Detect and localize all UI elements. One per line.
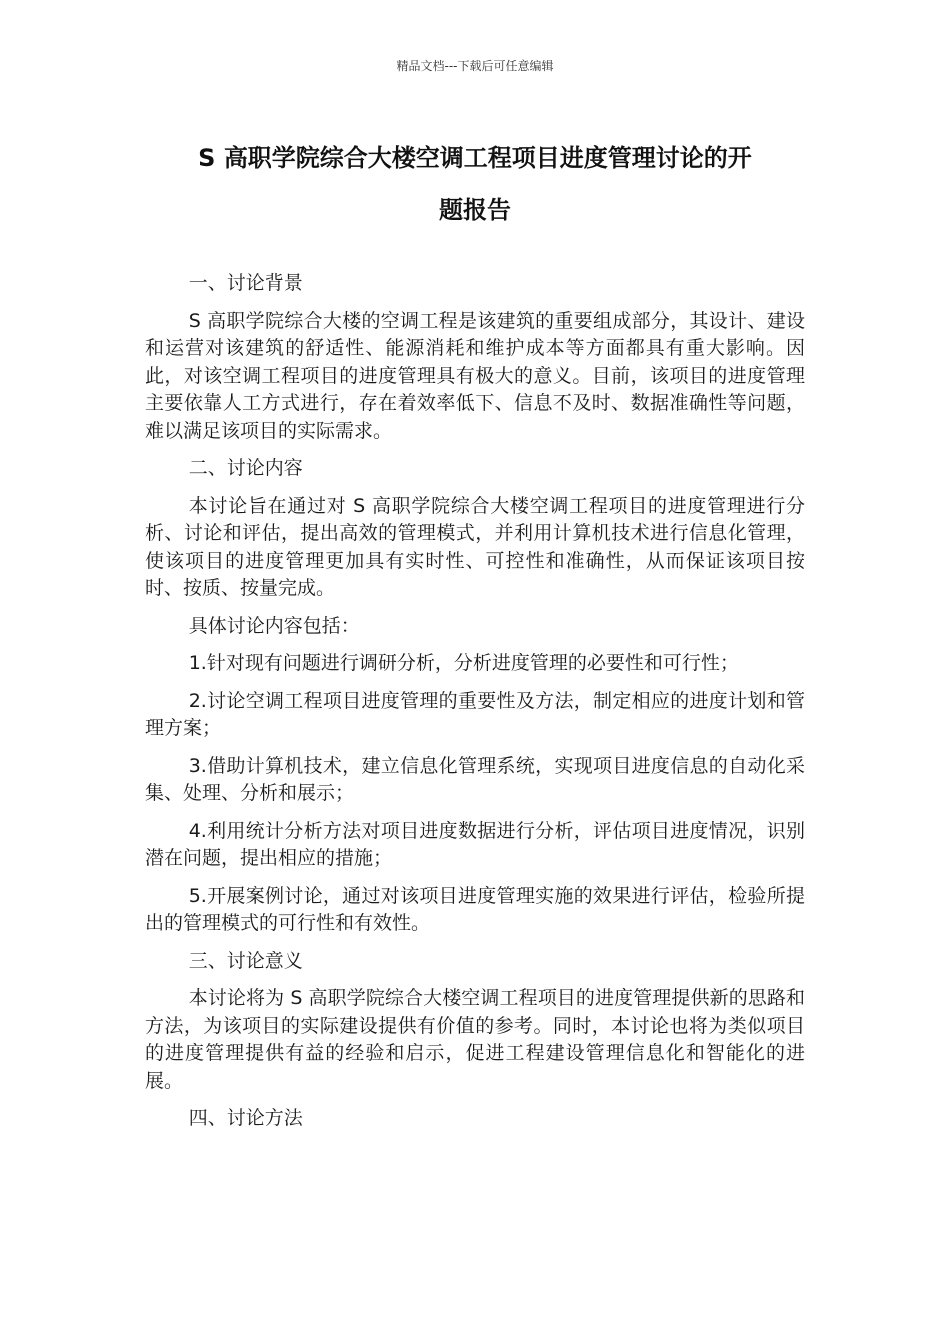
section-heading-background: 一、讨论背景	[188, 272, 303, 294]
section-heading-method: 四、讨论方法	[188, 1107, 303, 1129]
content-list-item-4: 4.利用统计分析方法对项目进度数据进行分析，评估项目进度情况，识别潜在问题，提出相应的措施；	[145, 819, 805, 869]
page-header: 精品文档---下载后可任意编辑	[396, 59, 554, 73]
background-paragraph: S 高职学院综合大楼的空调工程是该建筑的重要组成部分，其设计、建设和运营对该建筑的舒适性、能源消耗和维护成本等方面都具有重大影响。因此，对该空调工程项目的进度管理具有极大的意义。目前，该项目的进度管理主要依靠人工方式进行，存在着效率低下、信息不及时、数据准确性等问题，难以满足该项目的实际需求。	[145, 309, 805, 442]
content-list-item-1: 1.针对现有问题进行调研分析，分析进度管理的必要性和可行性；	[188, 652, 739, 674]
content-list-intro: 具体讨论内容包括：	[188, 614, 360, 637]
document-title	[140, 132, 810, 236]
section-heading-significance: 三、讨论意义	[188, 949, 303, 972]
content-paragraph: 本讨论旨在通过对 S 高职学院综合大楼空调工程项目的进度管理进行分析、讨论和评估，提出高效的管理模式，并利用计算机技术进行信息化管理，使该项目的进度管理更加具有实时性、可控性和准确性，从而保证该项目按时、按质、按量完成。	[145, 494, 805, 599]
content-list-item-3: 3.借助计算机技术，建立信息化管理系统，实现项目进度信息的自动化采集、处理、分析和展示；	[145, 754, 805, 804]
document-body	[145, 270, 805, 1143]
document-title-line-2: 题报告	[439, 196, 511, 224]
significance-paragraph: 本讨论将为 S 高职学院综合大楼空调工程项目的进度管理提供新的思路和方法，为该项目的实际建设提供有价值的参考。同时，本讨论也将为类似项目的进度管理提供有益的经验和启示，促进工程建设管理信息化和智能化的进展。	[145, 987, 805, 1092]
content-list-item-2: 2.讨论空调工程项目进度管理的重要性及方法，制定相应的进度计划和管理方案；	[145, 689, 805, 739]
section-heading-content: 二、讨论内容	[188, 457, 303, 479]
document-title-line-1: S 高职学院综合大楼空调工程项目进度管理讨论的开	[198, 144, 752, 172]
content-list-item-5: 5.开展案例讨论，通过对该项目进度管理实施的效果进行评估，检验所提出的管理模式的可行性和有效性。	[145, 884, 805, 934]
